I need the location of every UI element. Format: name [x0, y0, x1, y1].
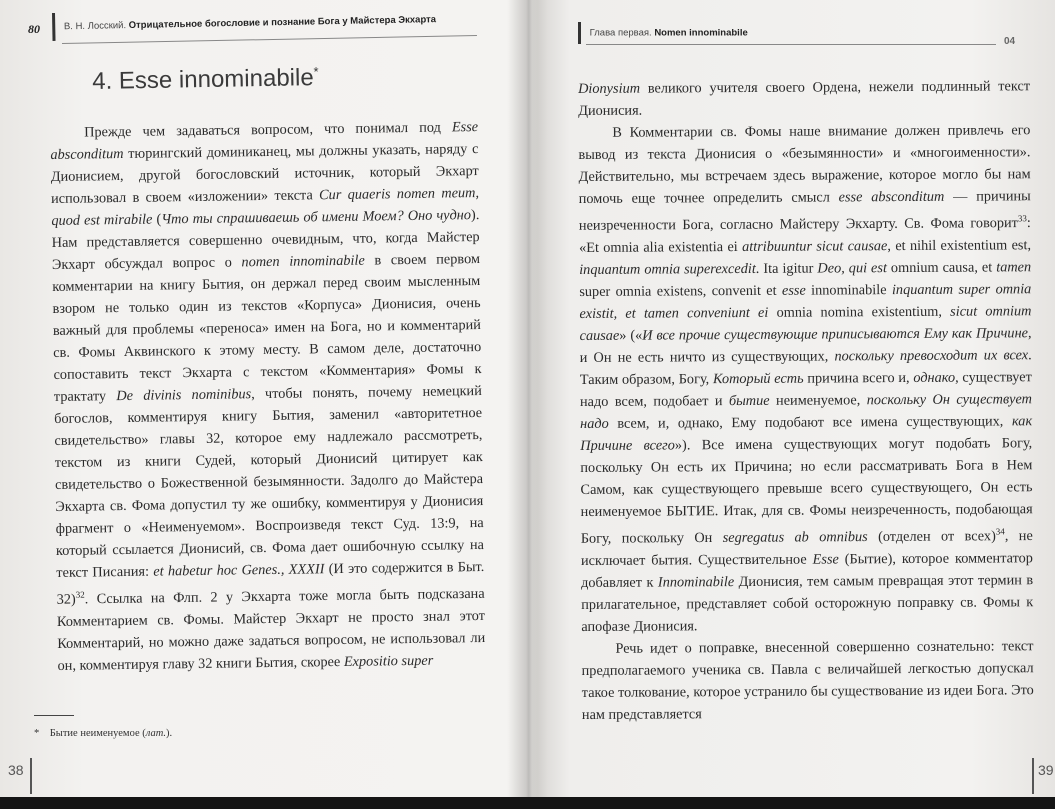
italic-run: Esse absconditum	[50, 119, 479, 163]
text-run: omnia nomina existentium,	[768, 303, 951, 321]
text-run: великого учителя своего Ордена, нежели подлинный текст Дионисия.	[578, 78, 1031, 119]
scanner-edge	[0, 797, 1055, 809]
italic-run: бытие	[728, 392, 770, 409]
footnote-end: ).	[166, 728, 173, 739]
italic-run: et habetur hoc Genes., XXXII	[153, 561, 325, 580]
chapter-footnote-mark: *	[313, 64, 319, 80]
italic-run: segregatus ab omnibus	[722, 528, 868, 546]
text-run: (Бытие), которое комментатор добавляет к	[581, 549, 1033, 591]
paragraph	[50, 116, 486, 677]
left-body-text	[50, 116, 486, 677]
italic-run: inquantum omnia superexcedit	[579, 260, 756, 278]
note-ref[interactable]: 34	[995, 526, 1005, 537]
text-run: В Комментарии св. Фомы наше внимание должен привлечь его вывод из текста Дионисия о «безымянности» и «многоименности». Действительно, мы встречаем здесь выражение, которое могло бы нам помочь еще точнее определить смысл	[578, 122, 1031, 207]
text-run: — причины неизреченности Бога, согласно Майстеру Экхарту. Св. Фома говорит	[578, 188, 1031, 234]
right-page-number: 39	[1038, 762, 1054, 778]
italic-run: sicut omnium causae	[579, 303, 1032, 344]
italic-run: inquantum super omnia existit, et tamen conveniunt ei	[579, 281, 1032, 322]
text-run: innominabile	[805, 281, 892, 299]
footnote	[34, 728, 172, 739]
italic-run: De divinis nominibus	[116, 386, 252, 405]
text-run: »). Все имена существующих могут подобать Богу, поскольку Он есть их Причина; но если рассматривать Бога в Нем Самом, как существующего превыше всего существующего, Он есть неименуемое БЫТИЕ. Итак, для св. Фомы неизреченность, подобающая Богу, поскольку Он	[580, 434, 1033, 547]
text-run: Дионисия, тем самым превращая этот термин в прилагательное, представляет собой осторожную поправку св. Фомы к апофазе Дионисия.	[581, 571, 1034, 635]
text-run: ). Нам представляется совершенно очевидным, что, когда Майстер Экхарт обсуждал вопрос о	[51, 207, 480, 273]
text-run: : «Et omnia alia existentia ei	[578, 215, 1031, 256]
right-body-text	[578, 75, 1034, 725]
italic-run: Expositio super	[343, 652, 434, 670]
italic-run: поскольку Он существует надо	[580, 390, 1033, 432]
right-page	[538, 0, 1055, 800]
header-chapter-title: Nomen innominabile	[654, 27, 748, 39]
text-run: , и Он не есть ничто из существующих,	[579, 324, 1032, 366]
italic-run: И все прочие существующие приписываются Ему как Причине	[642, 325, 1029, 344]
left-corner-number: 80	[28, 22, 40, 36]
text-run: omnium causa, et	[886, 259, 997, 276]
header-author: В. Н. Лосский.	[63, 20, 127, 33]
right-corner-number: 04	[1004, 36, 1016, 47]
text-run: (И это содержится в Быт. 32)	[56, 558, 485, 608]
header-bar	[578, 22, 581, 44]
italic-run: Innominabile	[657, 573, 735, 591]
italic-run: attribuuntur sicut causae	[742, 237, 888, 255]
text-run: , существует надо всем, подобает и	[579, 368, 1032, 410]
italic-run: esse absconditum	[838, 188, 945, 206]
italic-run: поскольку превосходит их всех	[834, 347, 1029, 365]
footnote-text: Бытие неименуемое (	[49, 728, 146, 739]
text-run: , et nihil existentium est,	[887, 237, 1032, 254]
right-header-rule	[586, 44, 996, 45]
header-book-title: Отрицательное богословие и познание Бога у Майстера Экхарта	[128, 14, 437, 32]
text-run: всем, и, однако, Ему подобают все имена существующих,	[608, 413, 1012, 432]
text-run: причина всего и,	[803, 369, 914, 387]
text-run: Речь идет о поправке, внесенной совершенно сознательно: текст предполагаемого ученика св. Павла с величайшей легкостью допускал такое толкование, которое устранило бы существование из идеи Бога. Это нам представляется	[581, 637, 1034, 723]
italic-run: Который есть	[712, 370, 804, 387]
italic-run: Что ты спрашиваешь об имени Моем? Оно чудно	[161, 207, 472, 228]
italic-run: Dionysium	[578, 80, 641, 97]
italic-run: Cur quaeris nomen meum, quod est mirabile	[51, 185, 480, 229]
text-run: » («	[619, 327, 643, 344]
left-page-number: 38	[8, 762, 24, 778]
italic-run: как Причине всего	[580, 412, 1033, 454]
text-run: (	[152, 211, 162, 228]
right-folio-bar	[1032, 758, 1034, 794]
header-chapter: Глава первая.	[589, 27, 652, 39]
text-run: . Ita igitur	[755, 260, 818, 277]
italic-run: tamen	[996, 259, 1032, 276]
right-running-header	[578, 22, 998, 44]
text-run: неименуемое,	[769, 392, 867, 409]
text-run: в своем первом комментарии на книгу Бытия, он держал перед своим мысленным взором не только один из текстов «Корпуса» Дионисия, очень важный для проблемы «переноса» имен на Бога, но и комментарий св. Фомы Аквинского к этому месту. В самом деле, достаточно сопоставить текст Экхарта с текстом «Комментария» Фомы к трактату	[52, 251, 482, 405]
text-run: Прежде чем задаваться вопросом, что понимал под	[84, 119, 453, 141]
note-ref[interactable]: 32	[75, 589, 85, 600]
note-ref[interactable]: 33	[1017, 213, 1027, 224]
italic-run: esse	[781, 282, 806, 299]
gutter-shadow	[508, 0, 548, 800]
italic-run: Esse	[812, 550, 839, 568]
text-run: , чтобы понять, почему немецкий богослов, комментируя книгу Бытия, заменил «авторитетное свидетельство» главы 32, которое ему надлежало рассмотреть, текстом из книги Судей, который Дионисий цитирует как свидетельство о Божественной безымянности. Задолго до Майстера Экхарта св. Фома допустил ту же ошибку, комментируя у Дионисия фрагмент о «Неименуемом». Воспроизведя текст Суд. 13:9, на который ссылается Дионисий, св. Фома дает ошибочную ссылку на текст Писания:	[54, 382, 485, 581]
paragraph	[578, 75, 1030, 122]
text-run: (отделен от всех)	[867, 527, 996, 545]
italic-run: однако	[913, 369, 956, 386]
text-run: super omnia existens, convenit et	[579, 282, 782, 300]
text-run: . Таким образом, Богу,	[579, 346, 1032, 388]
chapter-title-text: 4. Esse innominabile	[92, 64, 314, 95]
chapter-title	[92, 64, 319, 96]
footnote-mark: *	[34, 728, 40, 739]
text-run: , не исключает бытия. Существительное	[580, 527, 1033, 569]
left-folio-bar	[30, 758, 32, 794]
italic-run: Deo, qui est	[817, 259, 887, 277]
left-page	[0, 0, 520, 800]
header-bar	[52, 13, 56, 41]
italic-run: nomen innominabile	[241, 252, 365, 271]
paragraph	[578, 119, 1033, 637]
paragraph	[581, 635, 1034, 726]
footnote-lang: лат.	[145, 728, 167, 739]
text-run: . Ссылка на Флп. 2 у Экхарта тоже могла быть подсказана Комментарием св. Фомы. Майстер Экхарт не просто знал этот Комментарий, но можно даже задаться вопросом, не использовал ли он, комментируя главу 32 книги Бытия, скорее	[56, 585, 486, 674]
footnote-rule	[34, 715, 74, 716]
text-run: тюрингский доминиканец, мы должны указать, наряду с Дионисием, другой богословский источник, который Экхарт использовал в своем «изложении» текста	[50, 141, 479, 207]
